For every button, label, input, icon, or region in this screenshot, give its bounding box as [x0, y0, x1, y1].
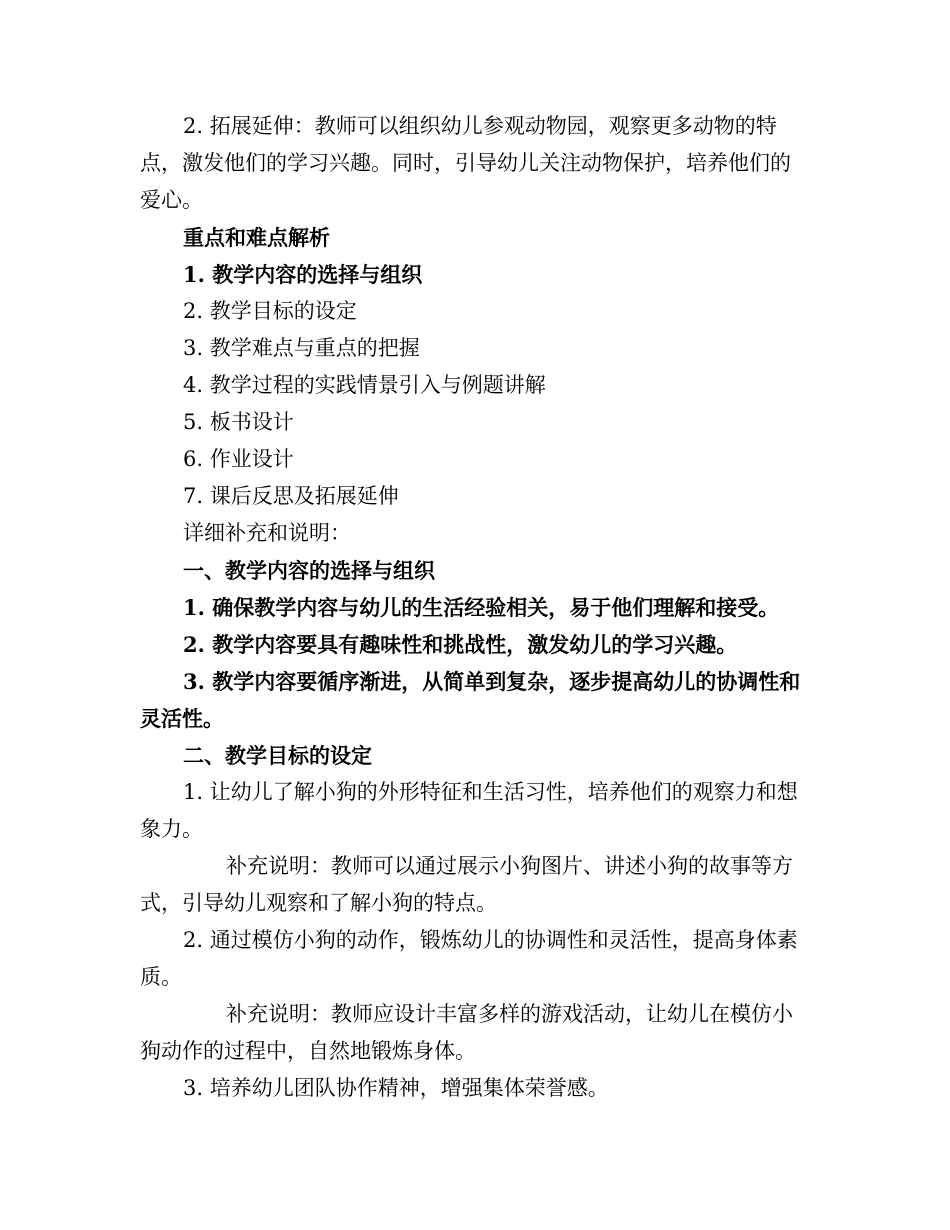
document-page: [140, 108, 806, 1107]
heading-key-points: 重点和难点解析: [183, 225, 330, 250]
section2-item-1: 1. 让幼儿了解小狗的外形特征和生活习性，培养他们的观察力和想象力。: [140, 780, 798, 841]
paragraph-detail-intro: 详细补充和说明：: [183, 521, 351, 545]
section-heading-1: 一、教学内容的选择与组织: [183, 558, 435, 583]
section2-note-1: 补充说明：教师可以通过展示小狗图片、讲述小狗的故事等方式，引导幼儿观察和了解小狗的特点。: [140, 854, 793, 915]
section2-item-3: 3. 培养幼儿团队协作精神，增强集体荣誉感。: [183, 1076, 609, 1100]
list-item-reflection: 7. 课后反思及拓展延伸: [183, 484, 399, 508]
section2-item-2: 2. 通过模仿小狗的动作，锻炼幼儿的协调性和灵活性，提高身体素质。: [140, 928, 798, 989]
list-item-objectives: 2. 教学目标的设定: [183, 299, 357, 323]
list-item-board-design: 5. 板书设计: [183, 410, 294, 434]
section-heading-2: 二、教学目标的设定: [183, 743, 372, 768]
section2-note-2: 补充说明：教师应设计丰富多样的游戏活动，让幼儿在模仿小狗动作的过程中，自然地锻炼身体。: [140, 1002, 793, 1063]
list-item-process: 4. 教学过程的实践情景引入与例题讲解: [183, 373, 546, 397]
paragraph-extension: 2. 拓展延伸：教师可以组织幼儿参观动物园，观察更多动物的特点，激发他们的学习兴趣。同时，引导幼儿关注动物保护，培养他们的爱心。: [140, 114, 791, 212]
list-item-content-selection: 1. 教学内容的选择与组织: [183, 262, 423, 287]
section1-item-3: 3. 教学内容要循序渐进，从简单到复杂，逐步提高幼儿的协调性和灵活性。: [140, 669, 801, 731]
list-item-homework: 6. 作业设计: [183, 447, 294, 471]
section1-item-2: 2. 教学内容要具有趣味性和挑战性，激发幼儿的学习兴趣。: [183, 632, 738, 657]
section1-item-1: 1. 确保教学内容与幼儿的生活经验相关，易于他们理解和接受。: [183, 595, 780, 620]
list-item-difficulties: 3. 教学难点与重点的把握: [183, 336, 420, 360]
